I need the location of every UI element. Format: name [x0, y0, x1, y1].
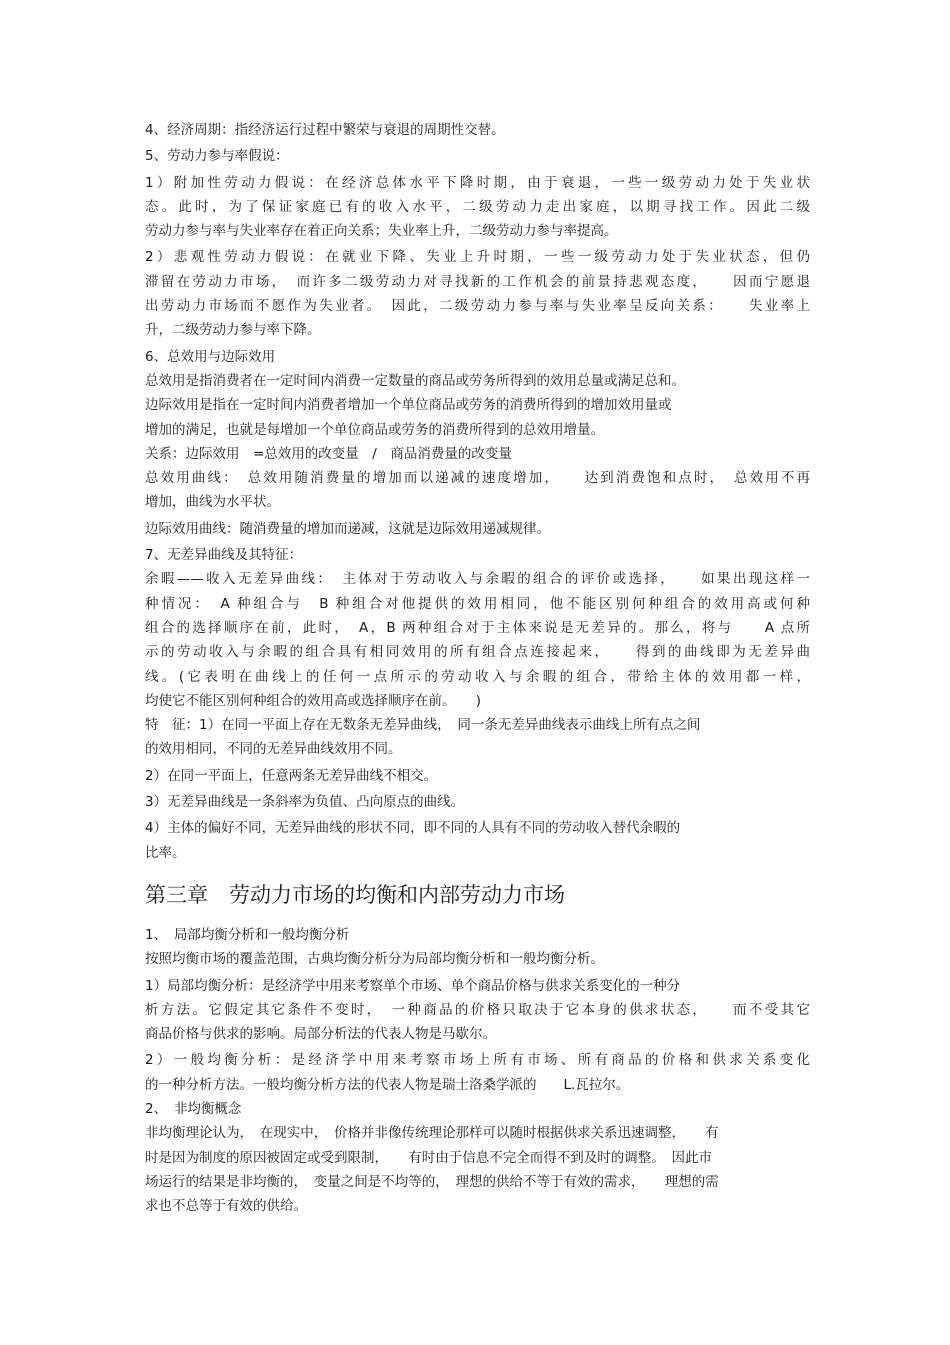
text-line: 2）一般均衡分析：是经济学中用来考察市场上所有市场、所有商品的价格和供求关系变化 — [145, 1052, 810, 1069]
paragraph — [145, 1048, 810, 1218]
text-line: 边际效用是指在一定时间内消费者增加一个单位商品或劳务的消费所得到的增加效用量或 — [145, 397, 672, 414]
paragraph — [145, 974, 810, 1047]
text-line: 析方法。它假定其它条件不变时， 一种商品的价格只取决于它本身的供求状态， 而不受其它 — [145, 1001, 810, 1018]
text-line: 边际效用曲线：随消费量的增加而递减，这就是边际效用递减规律。 — [145, 520, 550, 537]
text-line: 滞留在劳动力市场， 而许多二级劳动力对寻找新的工作机会的前景持悲观态度， 因而宁愿退 — [145, 273, 810, 290]
text-line: 增加，曲线为水平状。 — [145, 494, 280, 511]
text-line: 升，二级劳动力参与率下降。 — [145, 322, 321, 339]
text-line: 2、 非均衡概念 — [145, 1100, 242, 1117]
text-line: 求也不总等于有效的供给。 — [145, 1198, 307, 1215]
paragraph — [145, 171, 810, 244]
paragraph — [145, 923, 810, 972]
text-line: 3）无差异曲线是一条斜率为负值、凸向原点的曲线。 — [145, 794, 465, 811]
text-line: 线。(它表明在曲线上的任何一点所示的劳动收入与余暇的组合，带给主体的效用都一样， — [145, 668, 811, 685]
text-line: 6、总效用与边际效用 — [145, 348, 276, 365]
paragraph — [145, 245, 810, 342]
text-line: 2）在同一平面上，任意两条无差异曲线不相交。 — [145, 767, 438, 784]
text-line: 总效用是指消费者在一定时间内消费一定数量的商品或劳务所得到的效用总量或满足总和。 — [145, 372, 685, 389]
text-line: 总效用曲线： 总效用随消费量的增加而以递减的速度增加， 达到消费饱和点时， 总效用不再 — [145, 470, 810, 487]
text-line: 劳动力参与率与失业率存在着正向关系；失业率上升，二级劳动力参与率提高。 — [145, 223, 618, 240]
text-line: 出劳动力市场而不愿作为失业者。 因此，二级劳动力参与率与失业率呈反向关系： 失业率上 — [145, 298, 810, 315]
paragraph — [145, 345, 810, 515]
document-body — [145, 118, 810, 1218]
text-line: 2）悲观性劳动力假说：在就业下降、失业上升时期，一些一级劳动力处于失业状态，但仍 — [145, 249, 810, 266]
paragraph — [145, 764, 810, 788]
text-line: 1）附加性劳动力假说：在经济总体水平下降时期，由于衰退，一些一级劳动力处于失业状 — [145, 174, 810, 191]
text-line: 7、无差异曲线及其特征： — [145, 547, 303, 564]
text-line: 商品价格与供求的影响。局部分析法的代表人物是马歇尔。 — [145, 1026, 496, 1043]
text-line: 均使它不能区别何种组合的效用高或选择顺序在前。 ) — [145, 692, 482, 709]
paragraph — [145, 543, 810, 762]
text-line: 种情况： A 种组合与 B 种组合对他提供的效用相同，他不能区别何种组合的效用高或何种 — [145, 595, 810, 612]
text-line: 1）局部均衡分析：是经济学中用来考察单个市场、单个商品价格与供求关系变化的一种分 — [145, 977, 681, 994]
text-line: 的一种分析方法。一般均衡分析方法的代表人物是瑞士洛桑学派的 L.瓦拉尔。 — [145, 1076, 630, 1093]
text-line: 组合的选择顺序在前，此时， A，B 两种组合对于主体来说是无差异的。那么，将与 A 点所 — [145, 619, 810, 636]
paragraph — [145, 816, 810, 865]
text-line: 比率。 — [145, 844, 186, 861]
text-line: 关系：边际效用 =总效用的改变量 / 商品消费量的改变量 — [145, 445, 512, 462]
text-line: 的效用相同，不同的无差异曲线效用不同。 — [145, 741, 402, 758]
paragraph — [145, 517, 810, 541]
text-line: 增加的满足，也就是每增加一个单位商品或劳务的消费所得到的总效用增量。 — [145, 421, 604, 438]
text-line: 时是因为制度的原因被固定或受到限制， 有时由于信息不完全而得不到及时的调整。 因此市 — [145, 1149, 712, 1166]
chapter-heading: 第三章 劳动力市场的均衡和内部劳动力市场 — [145, 882, 565, 907]
text-line: 4、经济周期：指经济运行过程中繁荣与衰退的周期性交替。 — [145, 122, 505, 138]
text-line: 余暇——收入无差异曲线： 主体对于劳动收入与余暇的组合的评价或选择， 如果出现这样一 — [145, 571, 810, 588]
text-line: 场运行的结果是非均衡的， 变量之间是不均等的， 理想的供给不等于有效的需求， 理想的需 — [145, 1173, 719, 1190]
text-line: 5、劳动力参与率假说： — [145, 148, 289, 165]
paragraph — [145, 790, 810, 814]
text-line: 态。此时，为了保证家庭已有的收入水平，二级劳动力走出家庭，以期寻找工作。因此二级 — [145, 198, 810, 215]
paragraph — [145, 118, 810, 142]
text-line: 示的劳动收入与余暇的组合具有相同效用的所有组合点连接起来， 得到的曲线即为无差异曲 — [145, 644, 810, 661]
text-line: 非均衡理论认为， 在现实中， 价格并非像传统理论那样可以随时根据供求关系迅速调整， 有 — [145, 1125, 719, 1142]
text-line: 1、 局部均衡分析和一般均衡分析 — [145, 926, 350, 943]
text-line: 按照均衡市场的覆盖范围，古典均衡分析分为局部均衡分析和一般均衡分析。 — [145, 951, 604, 968]
text-line: 4）主体的偏好不同，无差异曲线的形状不同，即不同的人具有不同的劳动收入替代余暇的 — [145, 820, 681, 837]
text-line: 特 征：1）在同一平面上存在无数条无差异曲线， 同一条无差异曲线表示曲线上所有点之间 — [145, 717, 701, 734]
paragraph — [145, 144, 810, 168]
